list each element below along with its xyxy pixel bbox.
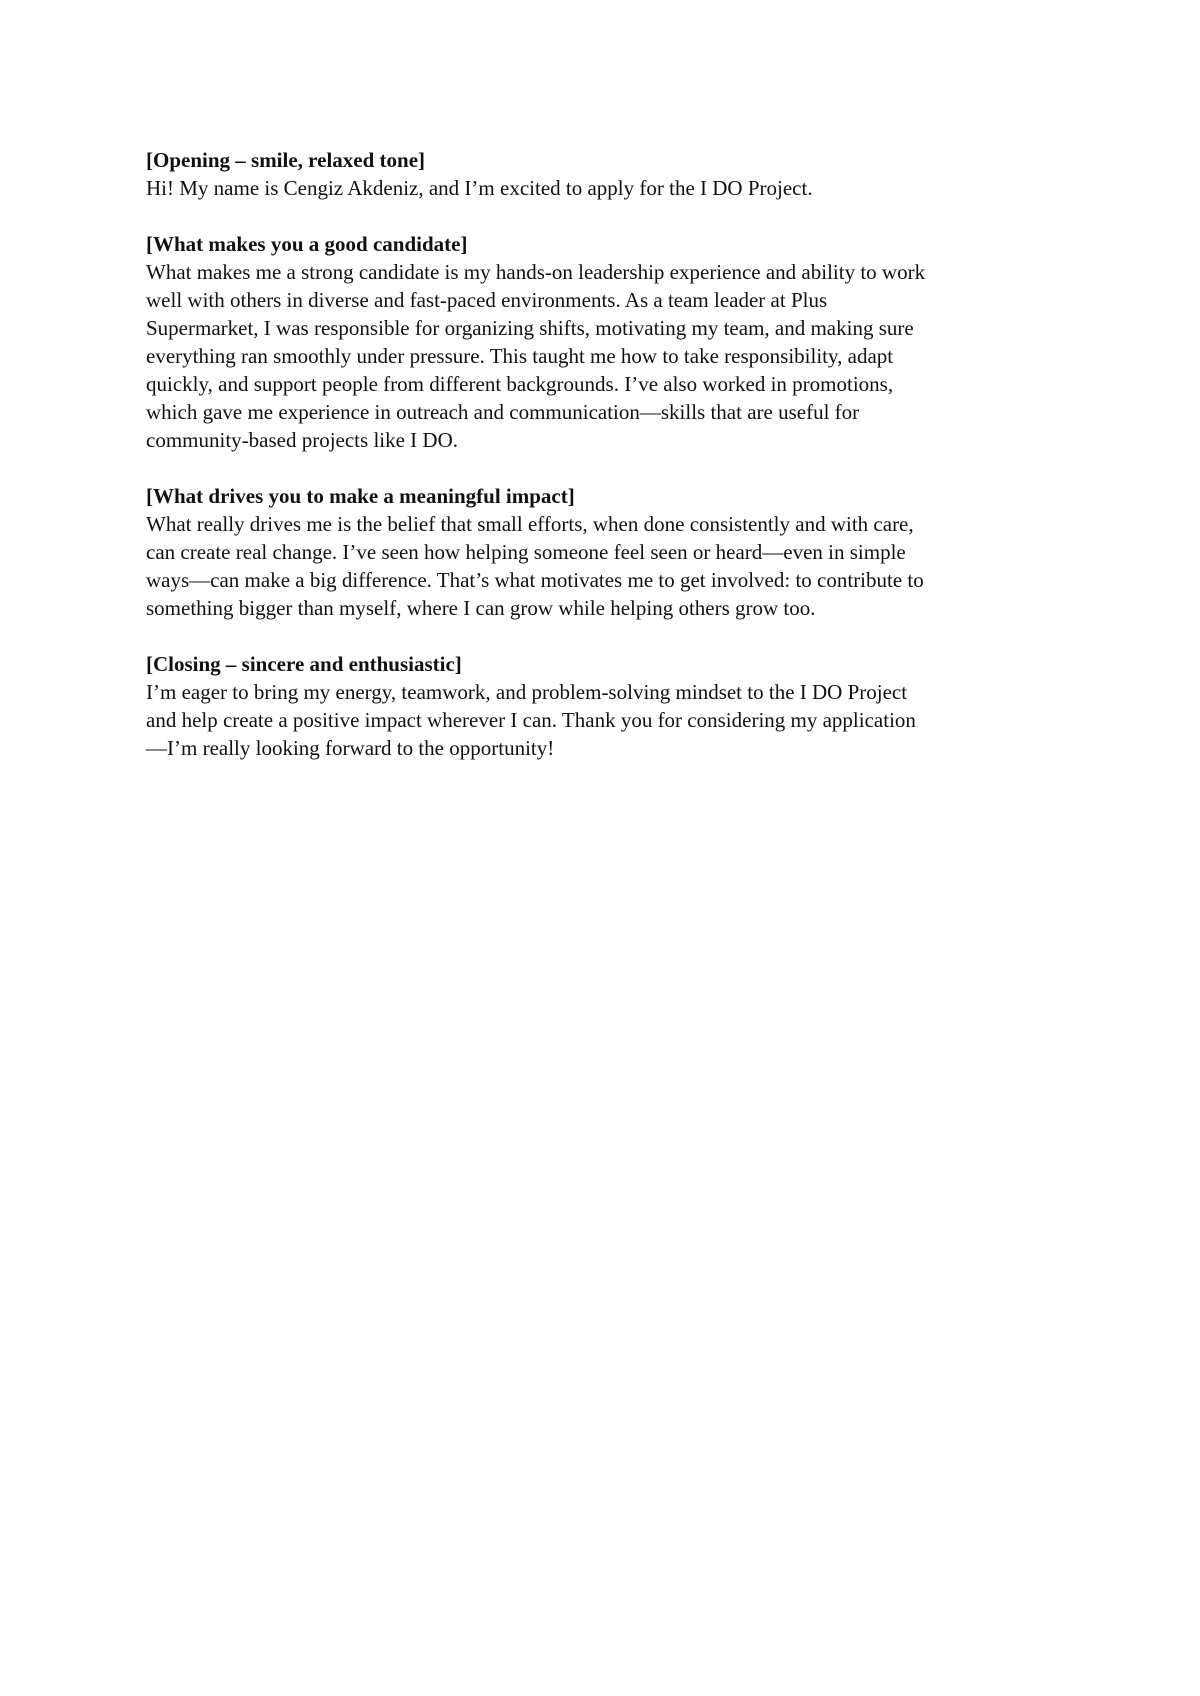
section-paragraph <box>146 174 1066 202</box>
paragraph-line: What really drives me is the belief that small efforts, when done consistently and with care, <box>146 512 914 536</box>
paragraph-line: I’m eager to bring my energy, teamwork, and problem-solving mindset to the I DO Project <box>146 680 908 704</box>
section-heading: [What makes you a good candidate] <box>146 232 468 256</box>
section-good-candidate <box>146 230 1066 454</box>
paragraph-line: quickly, and support people from different backgrounds. I’ve also worked in promotions, <box>146 372 894 396</box>
paragraph-line: —I’m really looking forward to the opportunity! <box>146 736 555 760</box>
paragraph-line: well with others in diverse and fast-paced environments. As a team leader at Plus <box>146 288 828 312</box>
section-opening <box>146 146 1066 202</box>
section-heading: [What drives you to make a meaningful impact] <box>146 484 575 508</box>
section-paragraph <box>146 510 1066 622</box>
paragraph-line: community-based projects like I DO. <box>146 428 459 452</box>
paragraph-line: Hi! My name is Cengiz Akdeniz, and I’m excited to apply for the I DO Project. <box>146 176 813 200</box>
paragraph-line: which gave me experience in outreach and communication—skills that are useful for <box>146 400 860 424</box>
paragraph-line: can create real change. I’ve seen how helping someone feel seen or heard—even in simple <box>146 540 906 564</box>
section-meaningful-impact <box>146 482 1066 622</box>
paragraph-line: and help create a positive impact wherever I can. Thank you for considering my application <box>146 708 916 732</box>
section-paragraph <box>146 258 1066 454</box>
section-heading: [Closing – sincere and enthusiastic] <box>146 652 462 676</box>
paragraph-line: ways—can make a big difference. That’s what motivates me to get involved: to contribute to <box>146 568 924 592</box>
section-closing <box>146 650 1066 762</box>
paragraph-line: everything ran smoothly under pressure. This taught me how to take responsibility, adapt <box>146 344 894 368</box>
paragraph-line: something bigger than myself, where I can grow while helping others grow too. <box>146 596 816 620</box>
section-heading: [Opening – smile, relaxed tone] <box>146 148 426 172</box>
section-paragraph <box>146 678 1066 762</box>
document-body <box>146 146 1066 790</box>
paragraph-line: Supermarket, I was responsible for organizing shifts, motivating my team, and making sure <box>146 316 914 340</box>
paragraph-line: What makes me a strong candidate is my hands-on leadership experience and ability to work <box>146 260 926 284</box>
